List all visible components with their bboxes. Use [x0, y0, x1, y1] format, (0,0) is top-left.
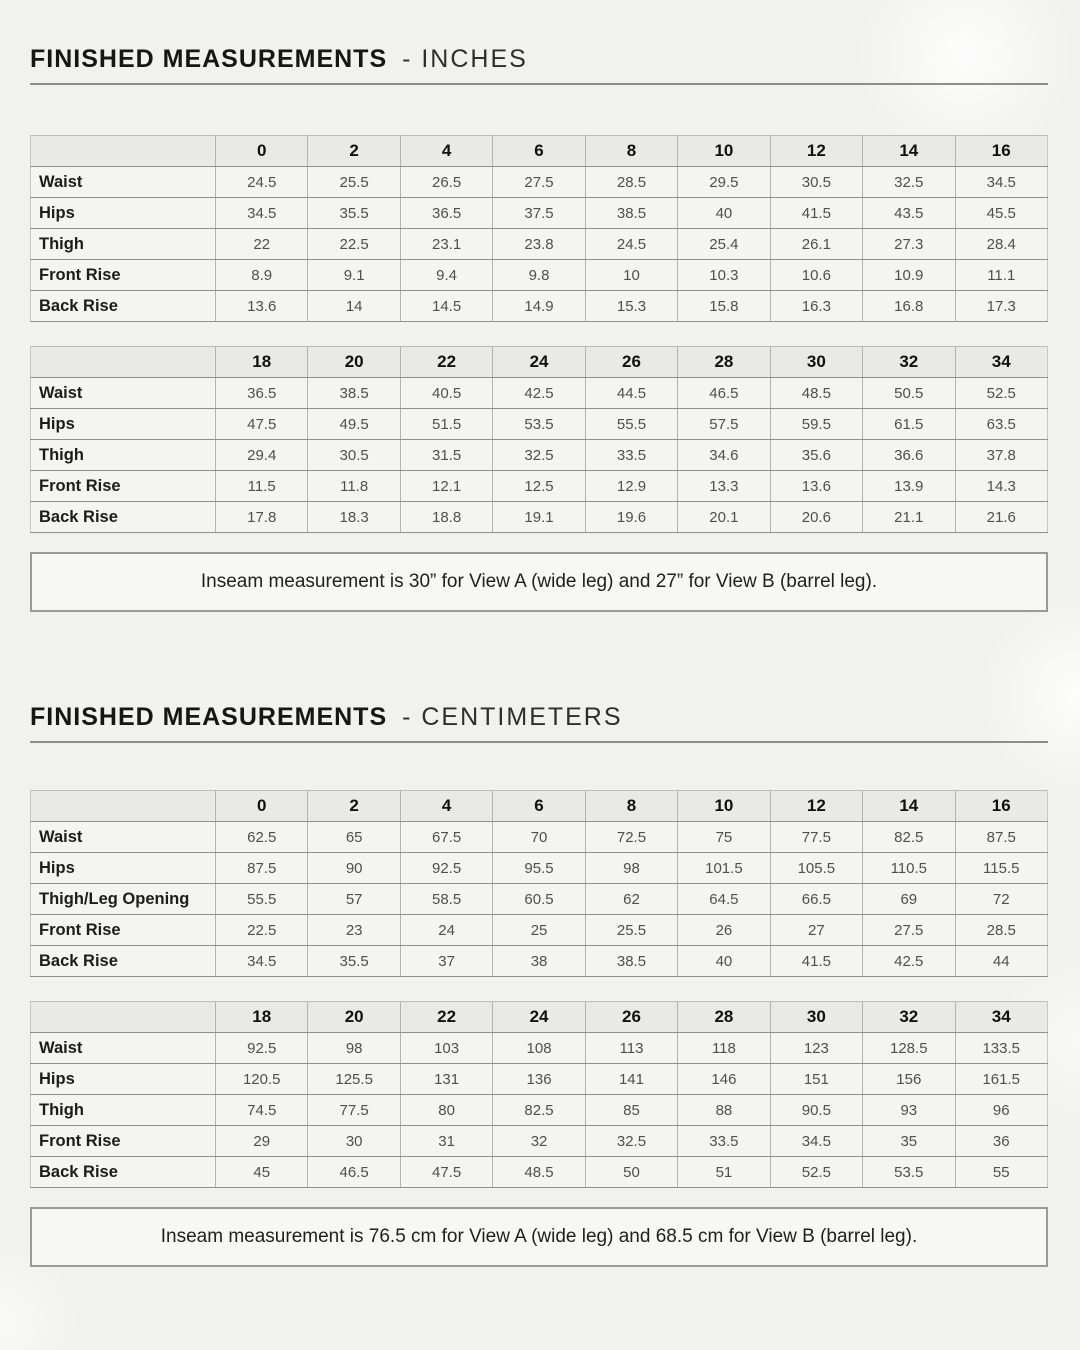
- measurement-value: 10: [585, 260, 677, 291]
- measurement-value: 85: [585, 1095, 677, 1126]
- measurement-value: 9.1: [308, 260, 400, 291]
- measurement-value: 65: [308, 822, 400, 853]
- measurement-value: 17.3: [955, 291, 1048, 322]
- measurement-value: 18.8: [400, 502, 492, 533]
- measurement-value: 45: [216, 1157, 308, 1188]
- measurement-value: 57: [308, 884, 400, 915]
- size-col-header: 6: [493, 791, 585, 822]
- measurement-value: 133.5: [955, 1033, 1048, 1064]
- inseam-note-inches-text: Inseam measurement is 30” for View A (wide leg) and 27” for View B (barrel leg).: [200, 571, 878, 592]
- size-col-header: 28: [678, 1002, 770, 1033]
- measurement-value: 17.8: [216, 502, 308, 533]
- measurement-value: 31: [400, 1126, 492, 1157]
- measurement-value: 96: [955, 1095, 1048, 1126]
- measurement-value: 151: [770, 1064, 862, 1095]
- size-col-header: 18: [216, 347, 308, 378]
- size-col-header: 2: [308, 791, 400, 822]
- measurement-label: Back Rise: [31, 1157, 216, 1188]
- measurement-value: 115.5: [955, 853, 1048, 884]
- measurement-row: [31, 853, 1048, 884]
- measurement-value: 37.8: [955, 440, 1048, 471]
- measurement-label: Hips: [31, 1064, 216, 1095]
- measurement-value: 26.1: [770, 229, 862, 260]
- measurement-value: 92.5: [400, 853, 492, 884]
- measurement-label: Thigh: [31, 229, 216, 260]
- size-col-header: 4: [400, 791, 492, 822]
- measurement-label: Back Rise: [31, 291, 216, 322]
- measurement-value: 58.5: [400, 884, 492, 915]
- measurement-value: 14.5: [400, 291, 492, 322]
- measurement-value: 48.5: [770, 378, 862, 409]
- measurement-value: 21.1: [863, 502, 955, 533]
- measurement-value: 61.5: [863, 409, 955, 440]
- measurement-value: 50.5: [863, 378, 955, 409]
- size-col-header: 2: [308, 136, 400, 167]
- measurement-label: Front Rise: [31, 260, 216, 291]
- centimeters-table-sizes-18-34: [30, 1001, 1048, 1188]
- size-col-header: 8: [585, 136, 677, 167]
- measurement-value: 12.1: [400, 471, 492, 502]
- measurement-value: 123: [770, 1033, 862, 1064]
- measurement-label: Front Rise: [31, 1126, 216, 1157]
- measurement-value: 52.5: [770, 1157, 862, 1188]
- measurement-value: 10.6: [770, 260, 862, 291]
- measurement-value: 44: [955, 946, 1048, 977]
- measurement-value: 72: [955, 884, 1048, 915]
- measurement-value: 118: [678, 1033, 770, 1064]
- title-bold-centimeters: FINISHED MEASUREMENTS: [30, 703, 388, 731]
- measurement-value: 12.9: [585, 471, 677, 502]
- measurement-value: 90: [308, 853, 400, 884]
- size-col-header: 34: [955, 347, 1048, 378]
- measurement-value: 63.5: [955, 409, 1048, 440]
- measurement-label: Waist: [31, 822, 216, 853]
- measurement-value: 20.6: [770, 502, 862, 533]
- measurement-value: 90.5: [770, 1095, 862, 1126]
- measurement-value: 33.5: [585, 440, 677, 471]
- measurement-value: 80: [400, 1095, 492, 1126]
- measurement-row: [31, 884, 1048, 915]
- measurement-row: [31, 440, 1048, 471]
- measurement-value: 11.1: [955, 260, 1048, 291]
- measurement-value: 24.5: [216, 167, 308, 198]
- measurement-value: 113: [585, 1033, 677, 1064]
- inseam-note-centimeters-text: Inseam measurement is 76.5 cm for View A (wide leg) and 68.5 cm for View B (barrel leg).: [160, 1226, 918, 1247]
- measurement-row: [31, 1157, 1048, 1188]
- measurement-value: 26.5: [400, 167, 492, 198]
- measurement-value: 36.5: [400, 198, 492, 229]
- measurement-value: 156: [863, 1064, 955, 1095]
- measurement-value: 34.5: [770, 1126, 862, 1157]
- measurement-value: 70: [493, 822, 585, 853]
- size-col-header: 30: [770, 1002, 862, 1033]
- size-col-header: 22: [400, 347, 492, 378]
- size-col-header: 12: [770, 791, 862, 822]
- measurement-value: 29: [216, 1126, 308, 1157]
- measurement-value: 15.8: [678, 291, 770, 322]
- title-unit-centimeters: - CENTIMETERS: [402, 703, 623, 731]
- measurement-value: 13.3: [678, 471, 770, 502]
- measurement-value: 42.5: [863, 946, 955, 977]
- measurement-row: [31, 1064, 1048, 1095]
- measurement-value: 20.1: [678, 502, 770, 533]
- measurement-value: 110.5: [863, 853, 955, 884]
- measurement-label: Waist: [31, 378, 216, 409]
- measurement-value: 27.3: [863, 229, 955, 260]
- measurement-value: 13.6: [770, 471, 862, 502]
- measurement-value: 53.5: [493, 409, 585, 440]
- measurement-value: 40: [678, 198, 770, 229]
- measurement-value: 105.5: [770, 853, 862, 884]
- measurement-value: 9.4: [400, 260, 492, 291]
- measurement-row: [31, 260, 1048, 291]
- corner-cell: [31, 791, 216, 822]
- measurement-value: 44.5: [585, 378, 677, 409]
- measurement-row: [31, 378, 1048, 409]
- measurement-row: [31, 1033, 1048, 1064]
- measurement-value: 25.4: [678, 229, 770, 260]
- measurement-value: 53.5: [863, 1157, 955, 1188]
- size-col-header: 22: [400, 1002, 492, 1033]
- measurement-row: [31, 167, 1048, 198]
- measurement-value: 30: [308, 1126, 400, 1157]
- measurement-value: 77.5: [308, 1095, 400, 1126]
- inches-table-sizes-18-34: [30, 346, 1048, 533]
- size-col-header: 10: [678, 791, 770, 822]
- measurement-value: 29.5: [678, 167, 770, 198]
- size-col-header: 24: [493, 347, 585, 378]
- measurement-value: 60.5: [493, 884, 585, 915]
- measurement-label: Front Rise: [31, 471, 216, 502]
- measurement-row: [31, 291, 1048, 322]
- title-underline-centimeters: [30, 741, 1048, 743]
- measurement-value: 108: [493, 1033, 585, 1064]
- measurement-value: 46.5: [308, 1157, 400, 1188]
- size-col-header: 32: [863, 347, 955, 378]
- measurement-value: 37.5: [493, 198, 585, 229]
- size-col-header: 16: [955, 791, 1048, 822]
- size-col-header: 20: [308, 347, 400, 378]
- measurement-row: [31, 1126, 1048, 1157]
- measurement-label: Thigh/Leg Opening: [31, 884, 216, 915]
- measurement-value: 12.5: [493, 471, 585, 502]
- centimeters-table-sizes-0-16: [30, 790, 1048, 977]
- measurement-value: 14.9: [493, 291, 585, 322]
- measurement-value: 28.5: [955, 915, 1048, 946]
- measurement-value: 51.5: [400, 409, 492, 440]
- measurement-value: 103: [400, 1033, 492, 1064]
- measurement-value: 55.5: [585, 409, 677, 440]
- measurement-value: 41.5: [770, 946, 862, 977]
- measurement-label: Back Rise: [31, 946, 216, 977]
- measurement-value: 92.5: [216, 1033, 308, 1064]
- measurement-value: 25.5: [308, 167, 400, 198]
- measurement-value: 98: [308, 1033, 400, 1064]
- measurement-value: 27: [770, 915, 862, 946]
- measurement-value: 87.5: [955, 822, 1048, 853]
- measurement-row: [31, 822, 1048, 853]
- measurement-value: 29.4: [216, 440, 308, 471]
- measurement-value: 67.5: [400, 822, 492, 853]
- measurement-value: 40: [678, 946, 770, 977]
- measurement-value: 35.5: [308, 198, 400, 229]
- measurement-value: 10.9: [863, 260, 955, 291]
- measurement-value: 22: [216, 229, 308, 260]
- corner-cell: [31, 136, 216, 167]
- measurement-value: 41.5: [770, 198, 862, 229]
- size-col-header: 26: [585, 1002, 677, 1033]
- measurement-row: [31, 946, 1048, 977]
- title-underline-inches: [30, 83, 1048, 85]
- measurement-value: 37: [400, 946, 492, 977]
- measurement-value: 62.5: [216, 822, 308, 853]
- measurement-value: 32.5: [493, 440, 585, 471]
- section-title-inches: [30, 46, 1048, 72]
- measurement-value: 31.5: [400, 440, 492, 471]
- measurement-value: 24: [400, 915, 492, 946]
- corner-cell: [31, 1002, 216, 1033]
- measurement-value: 66.5: [770, 884, 862, 915]
- measurement-value: 32.5: [863, 167, 955, 198]
- measurement-value: 88: [678, 1095, 770, 1126]
- measurement-value: 36.6: [863, 440, 955, 471]
- measurement-value: 146: [678, 1064, 770, 1095]
- measurement-value: 32: [493, 1126, 585, 1157]
- measurement-value: 18.3: [308, 502, 400, 533]
- size-header-row: [31, 347, 1048, 378]
- measurement-label: Hips: [31, 853, 216, 884]
- size-col-header: 20: [308, 1002, 400, 1033]
- measurement-value: 34.5: [216, 946, 308, 977]
- section-inches: [30, 46, 1048, 612]
- size-col-header: 0: [216, 791, 308, 822]
- measurement-value: 33.5: [678, 1126, 770, 1157]
- measurement-label: Waist: [31, 1033, 216, 1064]
- measurement-value: 82.5: [863, 822, 955, 853]
- measurement-value: 28.5: [585, 167, 677, 198]
- measurement-value: 8.9: [216, 260, 308, 291]
- size-col-header: 0: [216, 136, 308, 167]
- section-centimeters: [30, 704, 1048, 1267]
- measurement-value: 14: [308, 291, 400, 322]
- measurement-row: [31, 409, 1048, 440]
- measurement-value: 11.5: [216, 471, 308, 502]
- measurement-value: 22.5: [216, 915, 308, 946]
- title-unit-inches: - INCHES: [402, 45, 528, 73]
- measurement-value: 15.3: [585, 291, 677, 322]
- measurement-value: 38: [493, 946, 585, 977]
- size-col-header: 16: [955, 136, 1048, 167]
- measurement-value: 19.1: [493, 502, 585, 533]
- measurement-value: 38.5: [585, 946, 677, 977]
- measurement-value: 77.5: [770, 822, 862, 853]
- measurement-value: 47.5: [400, 1157, 492, 1188]
- measurement-value: 45.5: [955, 198, 1048, 229]
- measurement-value: 19.6: [585, 502, 677, 533]
- section-title-centimeters: [30, 704, 1048, 730]
- size-col-header: 14: [863, 791, 955, 822]
- measurement-value: 34.5: [955, 167, 1048, 198]
- measurement-label: Hips: [31, 198, 216, 229]
- measurement-value: 161.5: [955, 1064, 1048, 1095]
- measurement-value: 34.5: [216, 198, 308, 229]
- measurement-label: Back Rise: [31, 502, 216, 533]
- measurement-value: 21.6: [955, 502, 1048, 533]
- inches-table-sizes-0-16: [30, 135, 1048, 322]
- measurement-value: 75: [678, 822, 770, 853]
- measurement-value: 22.5: [308, 229, 400, 260]
- measurement-value: 32.5: [585, 1126, 677, 1157]
- measurement-value: 26: [678, 915, 770, 946]
- size-col-header: 28: [678, 347, 770, 378]
- size-header-row: [31, 1002, 1048, 1033]
- measurement-row: [31, 1095, 1048, 1126]
- size-header-row: [31, 136, 1048, 167]
- measurement-value: 82.5: [493, 1095, 585, 1126]
- measurement-value: 46.5: [678, 378, 770, 409]
- measurement-value: 120.5: [216, 1064, 308, 1095]
- measurement-value: 14.3: [955, 471, 1048, 502]
- measurement-value: 35.5: [308, 946, 400, 977]
- size-col-header: 6: [493, 136, 585, 167]
- measurement-value: 93: [863, 1095, 955, 1126]
- measurement-value: 23.8: [493, 229, 585, 260]
- measurement-value: 52.5: [955, 378, 1048, 409]
- measurement-value: 23: [308, 915, 400, 946]
- size-col-header: 24: [493, 1002, 585, 1033]
- measurement-value: 64.5: [678, 884, 770, 915]
- measurement-label: Hips: [31, 409, 216, 440]
- measurement-value: 30.5: [770, 167, 862, 198]
- size-col-header: 12: [770, 136, 862, 167]
- measurement-value: 101.5: [678, 853, 770, 884]
- size-col-header: 10: [678, 136, 770, 167]
- measurement-value: 51: [678, 1157, 770, 1188]
- measurement-value: 25: [493, 915, 585, 946]
- measurement-value: 125.5: [308, 1064, 400, 1095]
- size-col-header: 18: [216, 1002, 308, 1033]
- measurement-value: 27.5: [493, 167, 585, 198]
- measurement-value: 50: [585, 1157, 677, 1188]
- measurement-value: 43.5: [863, 198, 955, 229]
- measurement-row: [31, 198, 1048, 229]
- title-bold-inches: FINISHED MEASUREMENTS: [30, 45, 388, 73]
- measurement-value: 128.5: [863, 1033, 955, 1064]
- measurement-value: 10.3: [678, 260, 770, 291]
- measurement-value: 35: [863, 1126, 955, 1157]
- measurement-value: 36: [955, 1126, 1048, 1157]
- measurement-value: 30.5: [308, 440, 400, 471]
- measurement-value: 16.3: [770, 291, 862, 322]
- measurement-value: 13.6: [216, 291, 308, 322]
- measurement-row: [31, 471, 1048, 502]
- measurement-value: 48.5: [493, 1157, 585, 1188]
- size-col-header: 30: [770, 347, 862, 378]
- measurement-value: 16.8: [863, 291, 955, 322]
- size-col-header: 8: [585, 791, 677, 822]
- size-col-header: 14: [863, 136, 955, 167]
- measurement-value: 49.5: [308, 409, 400, 440]
- corner-cell: [31, 347, 216, 378]
- measurement-value: 24.5: [585, 229, 677, 260]
- measurement-value: 28.4: [955, 229, 1048, 260]
- measurement-value: 35.6: [770, 440, 862, 471]
- measurement-value: 74.5: [216, 1095, 308, 1126]
- measurement-value: 87.5: [216, 853, 308, 884]
- measurement-value: 40.5: [400, 378, 492, 409]
- measurement-value: 36.5: [216, 378, 308, 409]
- measurement-row: [31, 915, 1048, 946]
- measurement-label: Thigh: [31, 1095, 216, 1126]
- measurement-value: 27.5: [863, 915, 955, 946]
- measurement-label: Front Rise: [31, 915, 216, 946]
- measurement-row: [31, 502, 1048, 533]
- measurement-value: 62: [585, 884, 677, 915]
- inseam-note-centimeters: [30, 1207, 1048, 1267]
- inseam-note-inches: [30, 552, 1048, 612]
- measurement-value: 55.5: [216, 884, 308, 915]
- measurement-value: 38.5: [308, 378, 400, 409]
- measurement-value: 141: [585, 1064, 677, 1095]
- measurement-value: 59.5: [770, 409, 862, 440]
- measurement-value: 136: [493, 1064, 585, 1095]
- size-col-header: 34: [955, 1002, 1048, 1033]
- measurement-value: 131: [400, 1064, 492, 1095]
- measurement-value: 55: [955, 1157, 1048, 1188]
- measurement-value: 69: [863, 884, 955, 915]
- measurement-value: 72.5: [585, 822, 677, 853]
- measurement-value: 42.5: [493, 378, 585, 409]
- measurement-value: 98: [585, 853, 677, 884]
- measurement-value: 13.9: [863, 471, 955, 502]
- measurement-value: 25.5: [585, 915, 677, 946]
- measurement-label: Waist: [31, 167, 216, 198]
- measurement-value: 47.5: [216, 409, 308, 440]
- measurement-value: 95.5: [493, 853, 585, 884]
- measurement-label: Thigh: [31, 440, 216, 471]
- size-col-header: 4: [400, 136, 492, 167]
- measurement-value: 23.1: [400, 229, 492, 260]
- measurement-value: 57.5: [678, 409, 770, 440]
- size-col-header: 32: [863, 1002, 955, 1033]
- size-header-row: [31, 791, 1048, 822]
- measurement-value: 11.8: [308, 471, 400, 502]
- measurement-value: 38.5: [585, 198, 677, 229]
- measurement-value: 34.6: [678, 440, 770, 471]
- measurement-value: 9.8: [493, 260, 585, 291]
- measurement-row: [31, 229, 1048, 260]
- size-col-header: 26: [585, 347, 677, 378]
